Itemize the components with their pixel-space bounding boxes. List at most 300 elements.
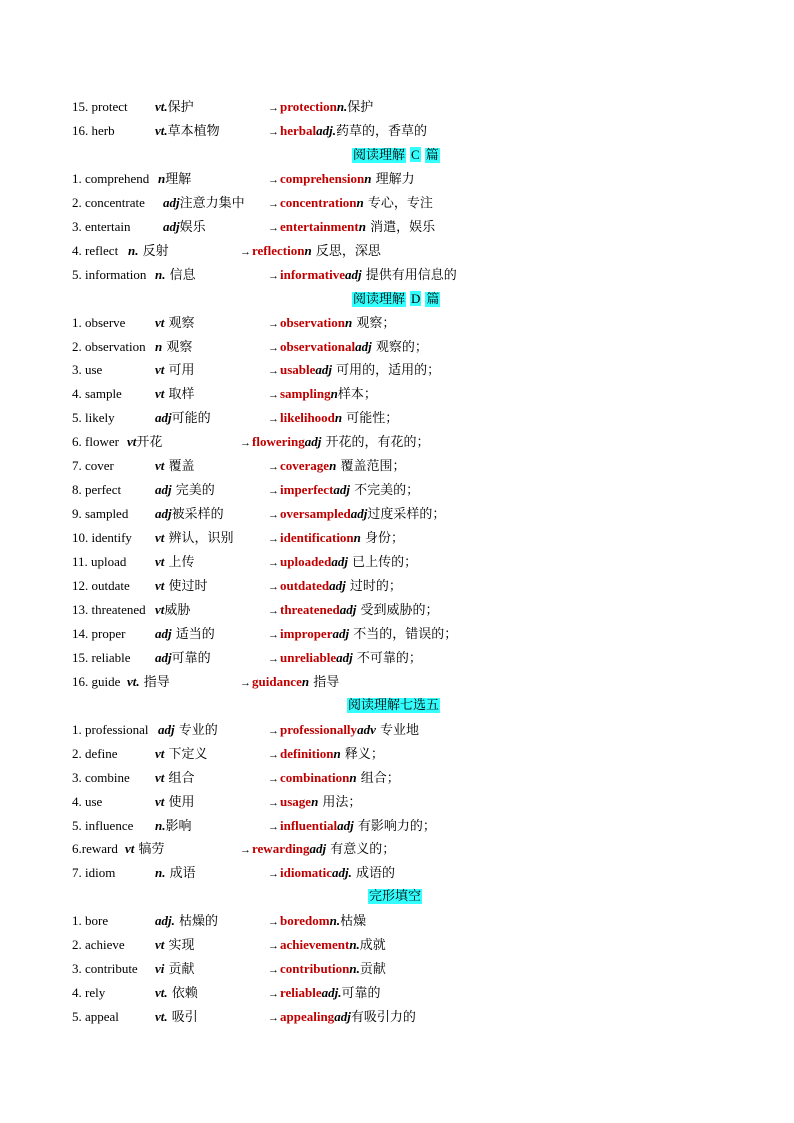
derived-meaning: 样本； (337, 387, 377, 403)
arrow-icon: → (268, 485, 279, 498)
base-word: 12. outdate (72, 578, 130, 593)
derived-word: idiomatic (280, 865, 332, 881)
derived-word: threatened (280, 601, 340, 617)
derived-entry (268, 861, 395, 886)
base-word: 2. concentrate (72, 194, 145, 210)
base-meaning: 可用 (164, 363, 195, 379)
arrow-icon: → (268, 868, 279, 881)
base-word: 2. achieve (72, 937, 125, 953)
derived-meaning: 身份； (360, 531, 405, 547)
derived-meaning: 反思，深思 (311, 243, 381, 259)
base-word: 7. cover (72, 458, 114, 474)
base-word: 4. rely (72, 985, 106, 1001)
derived-entry (268, 478, 419, 503)
arrow-icon: → (268, 748, 279, 761)
base-definition (155, 119, 220, 144)
arrow-icon: → (268, 724, 279, 737)
derived-pos: adj (309, 841, 327, 857)
derived-word: sampling (280, 386, 331, 402)
base-word: 3. use (72, 362, 103, 378)
derived-meaning: 专心，专注 (363, 195, 433, 211)
base-word: 9. sampled (72, 506, 129, 522)
base-pos: adj (155, 410, 172, 426)
derived-word: unreliable (280, 649, 337, 665)
arrow-icon: → (268, 652, 279, 665)
derived-pos: adj. (321, 985, 342, 1001)
derived-pos: adj (332, 625, 350, 641)
base-pos: vt. (155, 122, 168, 138)
derived-pos: adj (333, 482, 351, 498)
section-heading-part: 完形填空 (369, 889, 422, 905)
base-meaning: 完美的 (171, 483, 215, 499)
base-pos: vi (155, 961, 165, 977)
derived-word: identification (280, 530, 354, 546)
derived-entry (268, 95, 373, 120)
derived-entry (268, 646, 422, 671)
base-definition (127, 430, 162, 455)
base-word: 1. professional (72, 721, 149, 737)
base-definition (125, 837, 165, 862)
derived-entry (268, 1005, 416, 1030)
base-pos: adj (158, 721, 175, 737)
arrow-icon: → (268, 581, 279, 593)
base-word: 4. reflect (72, 242, 119, 258)
derived-word: herbal (280, 122, 317, 138)
base-definition (155, 574, 208, 599)
vocab-row (72, 239, 772, 263)
arrow-icon: → (268, 413, 279, 426)
derived-entry (268, 790, 361, 815)
vocab-row (72, 981, 772, 1005)
base-meaning: 被采样的 (171, 507, 224, 523)
derived-word: coverage (280, 458, 330, 474)
base-word: 5. information (72, 266, 147, 282)
arrow-icon: → (268, 221, 279, 234)
arrow-icon: → (268, 940, 279, 953)
section-heading (368, 887, 422, 907)
base-pos: n. (128, 242, 139, 258)
base-definition (155, 646, 211, 671)
base-meaning: 覆盖 (164, 459, 195, 475)
arrow-icon: → (240, 437, 251, 450)
derived-word: combination (280, 769, 350, 785)
base-word: 16. herb (72, 122, 115, 138)
base-definition (158, 718, 218, 743)
base-meaning: 开花 (136, 435, 163, 451)
derived-entry (240, 837, 395, 862)
derived-entry (268, 311, 395, 336)
derived-pos: n (356, 194, 364, 210)
derived-meaning: 观察的； (371, 339, 428, 355)
derived-pos: adj (329, 578, 346, 593)
base-meaning: 专业的 (174, 722, 218, 738)
derived-meaning: 有吸引力的 (350, 1010, 416, 1026)
vocab-row (72, 933, 772, 957)
derived-meaning: 枯燥 (340, 914, 367, 930)
base-meaning: 影响 (165, 818, 192, 834)
base-pos: vt. (155, 1009, 168, 1025)
base-definition (155, 95, 194, 120)
derived-pos: n (334, 410, 343, 426)
derived-meaning: 贡献 (359, 962, 386, 978)
base-pos: vt (155, 937, 165, 953)
derived-pos: n (333, 745, 341, 761)
derived-entry (268, 502, 445, 527)
arrow-icon: → (268, 197, 279, 210)
derived-word: comprehension (280, 170, 365, 186)
arrow-icon: → (268, 964, 279, 977)
derived-word: appealing (280, 1009, 335, 1025)
base-pos: adj (155, 482, 172, 498)
base-meaning: 可靠的 (171, 650, 211, 666)
base-pos: vt (155, 793, 165, 809)
derived-meaning: 提供有用信息的 (361, 267, 457, 283)
derived-pos: adj (339, 601, 357, 617)
base-word: 6.reward (72, 841, 118, 857)
vocab-row (72, 1005, 772, 1029)
base-pos: n. (155, 266, 166, 282)
derived-word: concentration (280, 194, 357, 210)
derived-word: improper (280, 625, 333, 641)
vocab-row (72, 335, 772, 359)
derived-meaning: 不当的，错误的； (349, 626, 458, 642)
base-meaning: 可能的 (171, 411, 211, 427)
base-meaning: 草本植物 (167, 123, 220, 139)
derived-meaning: 保护 (347, 100, 374, 115)
arrow-icon: → (268, 173, 279, 186)
base-meaning: 成语 (165, 866, 196, 882)
arrow-icon: → (268, 365, 279, 378)
derived-entry (268, 574, 402, 599)
derived-word: imperfect (280, 482, 334, 498)
derived-entry (268, 406, 398, 431)
base-definition (155, 358, 195, 383)
derived-entry (240, 239, 381, 264)
derived-pos: n. (336, 99, 348, 114)
base-pos: vt (155, 769, 165, 785)
base-word: 14. proper (72, 625, 126, 641)
derived-entry (268, 335, 428, 360)
base-meaning: 娱乐 (179, 219, 206, 235)
base-meaning: 指导 (139, 674, 170, 690)
base-definition (155, 311, 195, 336)
base-definition (155, 790, 195, 815)
vocab-row (72, 550, 772, 574)
derived-word: rewarding (252, 841, 310, 857)
base-word: 5. appeal (72, 1009, 119, 1025)
base-definition (155, 598, 190, 623)
vocab-row (72, 358, 772, 382)
base-meaning: 观察 (162, 339, 193, 355)
derived-entry (268, 382, 377, 407)
base-meaning: 信息 (165, 267, 196, 283)
arrow-icon: → (268, 916, 279, 929)
vocab-row (72, 454, 772, 478)
derived-entry (268, 119, 427, 144)
arrow-icon: → (268, 461, 279, 474)
base-pos: n. (155, 865, 166, 881)
base-word: 10. identify (72, 530, 132, 546)
derived-word: entertainment (280, 218, 359, 234)
base-meaning: 使用 (164, 794, 195, 810)
base-pos: vt. (127, 673, 140, 689)
derived-meaning: 过度采样的； (367, 507, 446, 523)
arrow-icon: → (268, 389, 279, 402)
section-heading-part: D (411, 290, 421, 306)
base-definition (155, 766, 195, 791)
base-word: 8. perfect (72, 482, 122, 498)
section-heading-part: 阅读理解七选五 (348, 697, 440, 713)
base-meaning: 反射 (138, 243, 169, 259)
base-pos: n. (155, 817, 166, 833)
derived-entry (268, 622, 457, 647)
base-word: 2. define (72, 745, 118, 761)
arrow-icon: → (240, 676, 251, 689)
base-meaning: 枯燥的 (174, 914, 219, 930)
base-pos: vt (155, 530, 165, 546)
derived-entry (268, 742, 384, 767)
base-definition (155, 550, 195, 575)
base-meaning: 理解 (165, 171, 192, 187)
base-word: 1. bore (72, 913, 109, 929)
derived-pos: n (353, 530, 361, 546)
base-definition (155, 909, 218, 934)
base-pos: adj (155, 649, 172, 665)
section-heading (352, 145, 440, 165)
derived-pos: n. (349, 937, 360, 953)
base-pos: vt (155, 458, 165, 474)
derived-pos: n (345, 314, 353, 330)
derived-meaning: 开花的，有花的； (321, 435, 430, 451)
derived-pos: adv (357, 721, 376, 737)
derived-meaning: 药草的，香草的 (336, 123, 428, 139)
derived-entry (268, 263, 457, 288)
vocab-row (72, 263, 772, 287)
arrow-icon: → (268, 628, 279, 641)
derived-word: reliable (280, 985, 322, 1001)
derived-meaning: 覆盖范围； (336, 459, 406, 475)
base-meaning: 贡献 (164, 962, 195, 978)
base-definition (155, 382, 195, 407)
derived-entry (268, 718, 419, 743)
derived-entry (268, 215, 435, 240)
base-pos: vt (155, 386, 165, 402)
base-pos: adj (163, 218, 180, 234)
derived-word: reflection (252, 242, 305, 258)
section-heading-part: 阅读理解 (353, 291, 406, 307)
derived-word: oversampled (280, 506, 351, 522)
base-definition (155, 742, 208, 767)
derived-entry (240, 430, 429, 455)
base-meaning: 下定义 (164, 746, 208, 762)
derived-entry (268, 454, 405, 479)
base-definition (155, 478, 215, 503)
section-heading-part: 篇 (426, 291, 440, 307)
base-pos: n (155, 338, 163, 354)
derived-word: uploaded (280, 554, 332, 570)
derived-entry (268, 933, 386, 958)
base-word: 11. upload (72, 554, 127, 570)
derived-word: protection (280, 99, 337, 114)
vocab-row (72, 119, 772, 143)
base-word: 13. threatened (72, 601, 146, 617)
base-pos: vt (155, 362, 165, 378)
base-word: 15. protect (72, 99, 128, 114)
arrow-icon: → (268, 317, 279, 330)
vocab-row (72, 311, 772, 335)
derived-entry (268, 598, 438, 623)
section-heading-part: 阅读理解 (353, 147, 406, 163)
derived-meaning: 专业地 (375, 722, 419, 738)
derived-meaning: 成就 (359, 938, 386, 954)
base-meaning: 依赖 (167, 986, 198, 1002)
derived-meaning: 不完美的； (350, 483, 420, 499)
derived-meaning: 已上传的； (347, 555, 418, 571)
base-word: 7. idiom (72, 865, 116, 881)
base-word: 2. observation (72, 338, 146, 354)
vocab-row (72, 837, 772, 861)
derived-word: guidance (252, 673, 302, 689)
vocab-row (72, 622, 772, 646)
arrow-icon: → (268, 557, 279, 570)
vocab-row (72, 814, 772, 838)
vocab-row (72, 478, 772, 502)
base-meaning: 保护 (167, 100, 194, 115)
section-heading (352, 289, 440, 309)
derived-entry (268, 766, 400, 791)
derived-meaning: 指导 (309, 674, 340, 690)
derived-pos: adj (331, 554, 348, 570)
derived-meaning: 消遣，娱乐 (365, 219, 436, 235)
derived-meaning: 成语的 (351, 866, 396, 882)
arrow-icon: → (268, 796, 279, 809)
vocab-row (72, 766, 772, 790)
vocab-row (72, 526, 772, 550)
vocab-row (72, 382, 772, 406)
derived-word: observation (280, 314, 345, 330)
base-definition (155, 335, 192, 360)
base-pos: vt. (155, 99, 168, 114)
derived-meaning: 理解力 (371, 171, 415, 187)
derived-meaning: 释义； (340, 746, 384, 762)
derived-entry (240, 670, 339, 695)
section-heading (347, 696, 440, 716)
base-pos: vt (127, 434, 137, 450)
base-meaning: 使过时 (164, 579, 208, 594)
base-meaning: 实现 (164, 938, 195, 954)
derived-word: outdated (280, 578, 330, 593)
base-definition (158, 167, 191, 192)
derived-entry (268, 191, 433, 216)
base-pos: vt (155, 601, 165, 617)
derived-entry (268, 957, 386, 982)
base-word: 1. observe (72, 314, 126, 330)
vocab-row (72, 718, 772, 742)
derived-meaning: 受到威胁的； (356, 602, 439, 618)
derived-pos: adj (344, 266, 362, 282)
derived-meaning: 有影响力的； (353, 818, 436, 834)
base-definition (155, 502, 224, 527)
derived-entry (268, 526, 404, 551)
base-word: 3. contribute (72, 961, 138, 977)
base-meaning: 适当的 (171, 626, 215, 642)
base-meaning: 组合 (164, 770, 195, 786)
derived-pos: adj (304, 434, 322, 450)
base-definition (128, 239, 169, 264)
arrow-icon: → (240, 844, 251, 857)
arrow-icon: → (268, 269, 279, 282)
base-word: 6. flower (72, 434, 119, 450)
base-definition (155, 1005, 198, 1030)
arrow-icon: → (268, 509, 279, 522)
derived-word: professionally (280, 721, 358, 737)
derived-pos: adj (315, 362, 333, 378)
base-definition (155, 957, 195, 982)
vocab-row (72, 646, 772, 670)
derived-entry (268, 814, 436, 839)
base-meaning: 威胁 (164, 602, 191, 618)
base-meaning: 吸引 (167, 1010, 198, 1026)
derived-pos: adj (350, 506, 368, 522)
derived-word: influential (280, 817, 338, 833)
arrow-icon: → (268, 604, 279, 617)
derived-meaning: 可能性； (342, 411, 399, 427)
derived-pos: adj (355, 338, 372, 354)
vocab-row (72, 790, 772, 814)
vocab-row (72, 430, 772, 454)
derived-word: definition (280, 745, 334, 761)
base-word: 3. entertain (72, 218, 131, 234)
base-word: 15. reliable (72, 649, 131, 665)
derived-entry (268, 167, 415, 192)
derived-meaning: 用法； (318, 794, 362, 810)
base-definition (155, 622, 215, 647)
arrow-icon: → (240, 245, 251, 258)
base-word: 3. combine (72, 769, 130, 785)
base-pos: adj (163, 194, 180, 210)
base-pos: vt (155, 745, 165, 761)
derived-pos: adj. (332, 865, 352, 881)
base-meaning: 观察 (164, 315, 195, 331)
derived-pos: adj (336, 649, 353, 665)
base-pos: vt. (155, 985, 168, 1001)
arrow-icon: → (268, 533, 279, 546)
vocab-row (72, 95, 772, 119)
derived-pos: n (358, 218, 366, 234)
derived-meaning: 有意义的； (326, 842, 396, 858)
derived-pos: adj (337, 817, 354, 833)
base-pos: adj. (155, 913, 175, 929)
derived-meaning: 组合； (356, 770, 400, 786)
derived-word: achievement (280, 937, 350, 953)
base-meaning: 上传 (164, 555, 195, 571)
derived-entry (268, 358, 440, 383)
derived-pos: n. (349, 961, 360, 977)
derived-entry (268, 550, 417, 575)
base-definition (163, 191, 245, 216)
arrow-icon: → (268, 125, 279, 138)
base-word: 4. use (72, 793, 103, 809)
base-word: 16. guide (72, 673, 121, 689)
derived-word: informative (280, 266, 345, 282)
derived-pos: adj (334, 1009, 351, 1025)
vocab-row (72, 742, 772, 766)
derived-entry (268, 981, 381, 1006)
arrow-icon: → (268, 820, 279, 833)
base-meaning: 犒劳 (134, 842, 165, 858)
arrow-icon: → (268, 102, 279, 114)
base-pos: adj (155, 625, 172, 641)
